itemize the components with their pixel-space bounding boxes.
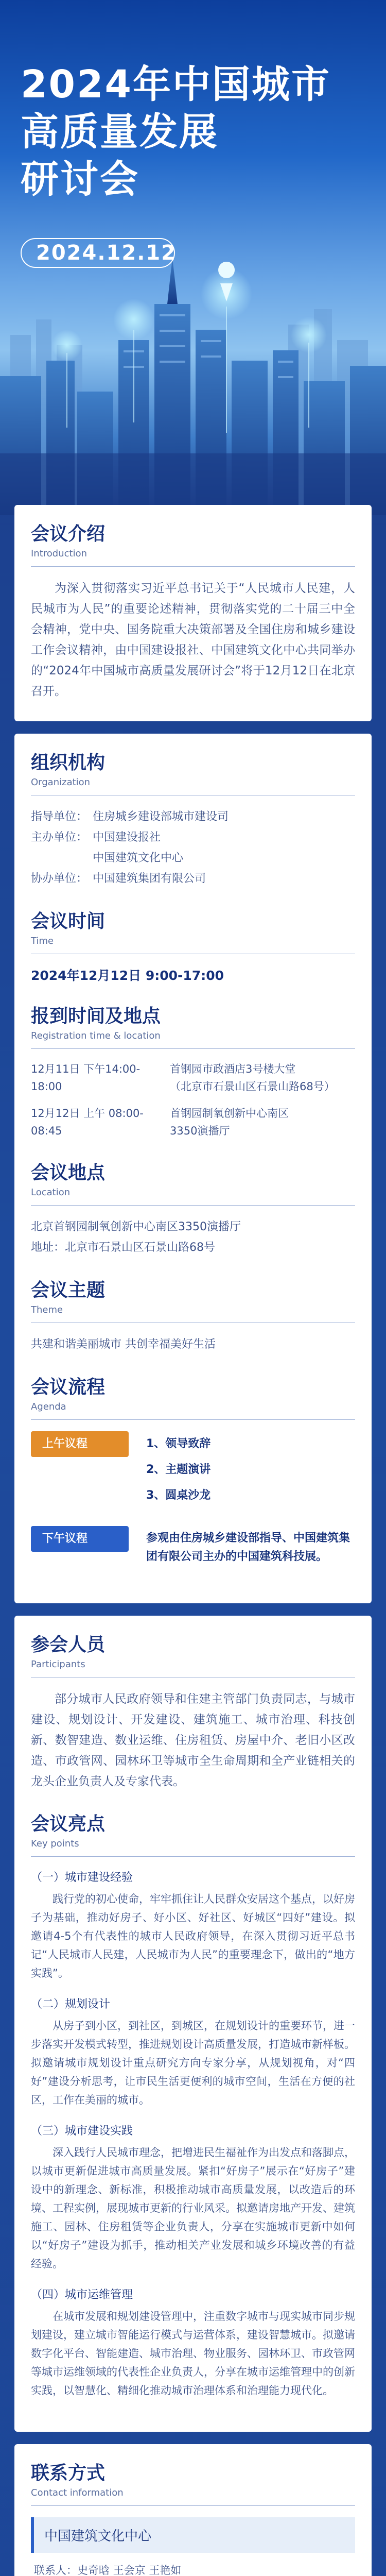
registration-subtitle: Registration time & location bbox=[31, 1030, 161, 1041]
theme-header bbox=[31, 1279, 355, 1323]
keypoint-body: 践行党的初心使命，牢牢抓住让人民群众安居这个基点，以好房子为基础，推动好房子、好小区、好社区、好城区“四好”建设。拟邀请4-5个有代表性的城市人民政府领导，在深入贯彻习近平总书记“人民城市人民建，人民城市为人民”的重要理念下，做出的“地方实践”。 bbox=[31, 1893, 355, 1979]
agenda-am-items bbox=[129, 1431, 210, 1509]
participants-title: 参会人员 bbox=[31, 1634, 106, 1655]
hero-title-line-1: 2024年中国城市 bbox=[21, 62, 331, 107]
time-title: 会议时间 bbox=[31, 910, 106, 932]
keypoint-body: 从房子到小区，到社区，到城区，在规划设计的重要环节，进一步落实开发模式转型，推进规划设计高质量发展，打造城市新样板。拟邀请城市规划设计重点研究方向专家分享，从规划视角，对“四好”建设分析思考，让市民生活更便利的城市空间，生活在方便的社区，工作在美丽的城市。 bbox=[31, 2020, 355, 2106]
org-row bbox=[31, 869, 355, 889]
keypoints-header bbox=[31, 1812, 355, 1857]
agenda-pm-label: 下午议程 bbox=[31, 1526, 129, 1552]
org-key bbox=[31, 848, 93, 869]
theme-subtitle: Theme bbox=[31, 1304, 63, 1315]
registration-when: 12月12日 上午 08:00-08:45 bbox=[31, 1107, 144, 1137]
org-title: 组织机构 bbox=[31, 752, 106, 773]
venue-subtitle: Location bbox=[31, 1187, 71, 1198]
theme-text: 共建和谐美丽城市 共创幸福美好生活 bbox=[31, 1338, 216, 1351]
keypoint-title: （四）城市运维管理 bbox=[31, 2289, 133, 2301]
org-list bbox=[31, 807, 355, 889]
keypoints-title: 会议亮点 bbox=[31, 1813, 106, 1835]
agenda-am-label: 上午议程 bbox=[31, 1431, 129, 1457]
registration-when: 12月11日 下午14:00-18:00 bbox=[31, 1063, 141, 1093]
contact-title: 联系方式 bbox=[31, 2462, 106, 2484]
registration-where-line: 首钢园市政酒店3号楼大堂 bbox=[170, 1063, 296, 1075]
contact-org-name: 中国建筑文化中心 bbox=[31, 2517, 355, 2553]
registration-where-line: 3350演播厅 bbox=[170, 1125, 230, 1137]
org-value: 中国建筑文化中心 bbox=[93, 852, 184, 865]
org-row bbox=[31, 848, 355, 869]
org-key: 协办单位： bbox=[31, 872, 88, 885]
theme-title: 会议主题 bbox=[31, 1279, 106, 1301]
participants-header bbox=[31, 1633, 355, 1677]
intro-subtitle: Introduction bbox=[31, 548, 87, 559]
keypoint-title: （二）规划设计 bbox=[31, 1998, 111, 2011]
venue-line-1: 北京首钢园制氧创新中心南区3350演播厅 bbox=[31, 1221, 241, 1233]
participants-card bbox=[14, 1616, 372, 2432]
intro-card bbox=[14, 505, 372, 721]
agenda-item: 2、主题演讲 bbox=[146, 1463, 211, 1476]
registration-row bbox=[31, 1105, 355, 1140]
time-header bbox=[31, 910, 355, 954]
org-subtitle: Organization bbox=[31, 777, 91, 788]
org-value: 中国建设报社 bbox=[93, 831, 161, 844]
agenda-afternoon bbox=[31, 1526, 355, 1566]
keypoint-body: 深入践行人民城市理念，把增进民生福祉作为出发点和落脚点，以城市更新促进城市高质量发展。紧扣“好房子”展示在“好房子”建设中的新理念、新标准，积极推动城市高质量发展，以改造后的环境、工程实例，展现城市更新的行业风采。拟邀请房地产开发、建筑施工、园林、住房租赁等企业负责人，分享在实施城市更新中如何以“好房子”建设为抓手，推动相关产业发展和城乡环境改善的有益经验。 bbox=[31, 2146, 355, 2270]
contact-card bbox=[14, 2444, 372, 2576]
org-row bbox=[31, 827, 355, 848]
hero-title-line-3: 研讨会 bbox=[21, 157, 139, 201]
venue-line-2: 地址：北京市石景山区石景山路68号 bbox=[31, 1241, 215, 1254]
agenda-title: 会议流程 bbox=[31, 1376, 106, 1398]
hero-title-line-2: 高质量发展 bbox=[21, 110, 219, 154]
agenda-item: 1、领导致辞 bbox=[146, 1437, 211, 1450]
org-key: 主办单位： bbox=[31, 831, 88, 844]
intro-title: 会议介绍 bbox=[31, 523, 106, 545]
keypoint-title: （一）城市建设经验 bbox=[31, 1871, 133, 1884]
venue-title: 会议地点 bbox=[31, 1162, 106, 1183]
org-value: 住房城乡建设部城市建设司 bbox=[93, 810, 229, 823]
contact-list bbox=[31, 2561, 355, 2576]
org-value: 中国建筑集团有限公司 bbox=[93, 872, 206, 885]
date-badge: 2024.12.12 bbox=[21, 238, 175, 268]
keypoint-body: 在城市发展和规划建设管理中，注重数字城市与现实城市同步规划建设，建立城市智能运行模式与运营体系，建设智慧城市。拟邀请数字化平台、智能建造、城市治理、物业服务、园林环卫、市政管网等城市运维领域的代表性企业负责人，分享在城市运维管理中的创新实践，以智慧化、精细化推动城市治理体系和治理能力现代化。 bbox=[31, 2310, 355, 2397]
keypoint-title: （三）城市建设实践 bbox=[31, 2125, 133, 2138]
org-header bbox=[31, 751, 355, 795]
registration-where bbox=[170, 1105, 289, 1140]
time-value: 2024年12月12日 9:00-17:00 bbox=[31, 968, 224, 983]
agenda-morning bbox=[31, 1431, 355, 1509]
hero-banner bbox=[0, 0, 386, 515]
org-key: 指导单位： bbox=[31, 810, 88, 823]
details-card bbox=[14, 734, 372, 1603]
time-subtitle: Time bbox=[31, 936, 54, 946]
registration-where bbox=[170, 1060, 335, 1095]
intro-header bbox=[31, 522, 355, 567]
keypoints-subtitle: Key points bbox=[31, 1838, 79, 1849]
agenda-pm-text: 参观由住房城乡建设部指导、中国建筑集团有限公司主办的中国建筑科技展。 bbox=[146, 1532, 350, 1563]
participants-subtitle: Participants bbox=[31, 1659, 85, 1670]
registration-where-line: 首钢园制氧创新中心南区 bbox=[170, 1107, 289, 1120]
venue-header bbox=[31, 1161, 355, 1206]
intro-text: 为深入贯彻落实习近平总书记关于“人民城市人民建，人民城市为人民”的重要论述精神，贯彻落实党的二十届三中全会精神，党中央、国务院重大决策部署及全国住房和城乡建设工作会议精神，由中国建设报社、中国建筑文化中心共同举办的“2024年中国城市高质量发展研讨会”将于12月12日在北京召开。 bbox=[31, 582, 355, 698]
agenda-header bbox=[31, 1376, 355, 1420]
registration-title: 报到时间及地点 bbox=[31, 1005, 161, 1027]
org-row bbox=[31, 807, 355, 827]
hero-title bbox=[21, 61, 331, 203]
contact-line: 联系人：史奇晗 王会京 王艳如 bbox=[34, 2564, 182, 2576]
agenda-subtitle: Agenda bbox=[31, 1401, 66, 1412]
agenda-item: 3、圆桌沙龙 bbox=[146, 1489, 211, 1502]
contact-subtitle: Contact information bbox=[31, 2487, 124, 2498]
registration-header bbox=[31, 1005, 355, 1049]
participants-text: 部分城市人民政府领导和住建主管部门负责同志，与城市建设、规划设计、开发建设、建筑施工、城市治理、科技创新、数智建造、数业运维、住房租赁、房屋中介、老旧小区改造、市政管网、园林环卫等城市全生命周期和全产业链相关的龙头企业负责人及专家代表。 bbox=[31, 1692, 355, 1788]
registration-row bbox=[31, 1060, 355, 1095]
registration-where-line: （北京市石景山区石景山路68号） bbox=[170, 1080, 335, 1093]
contact-header bbox=[31, 2462, 355, 2506]
